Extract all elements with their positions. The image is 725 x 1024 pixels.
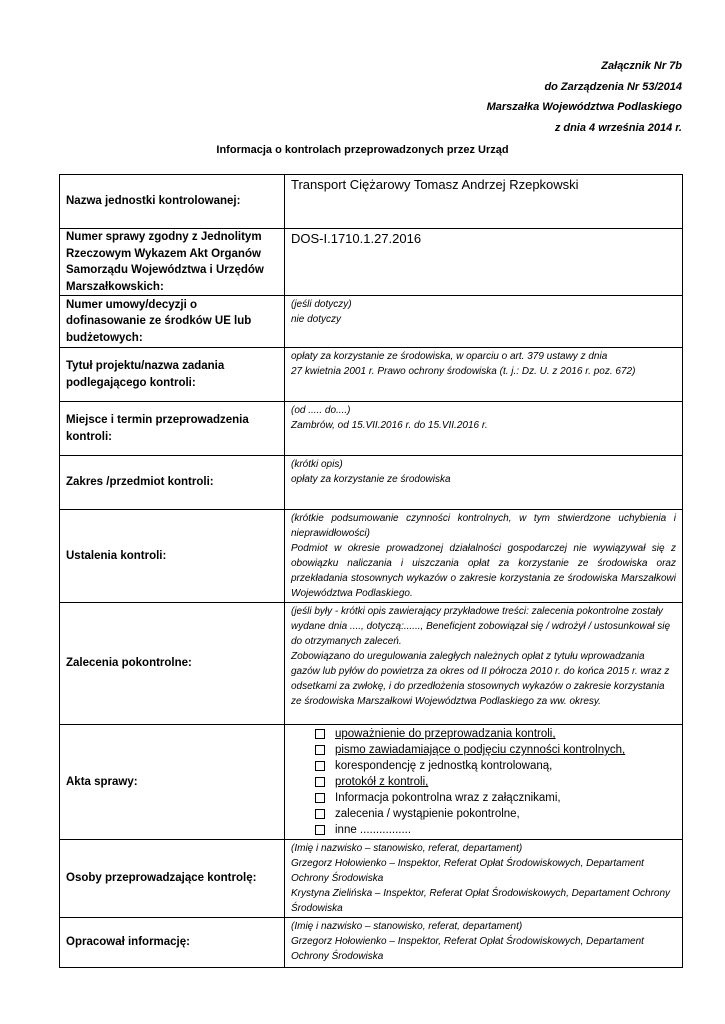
hint-ustalenia: (krótkie podsumowanie czynności kontrolnych, w tym stwierdzone uchybienia i nieprawidłowości)	[291, 513, 676, 539]
label-akta: Akta sprawy:	[60, 725, 285, 840]
value-opracowal-person1: Grzegorz Hołowienko – Inspektor, Referat Opłat Środowiskowych, Departament Ochrony Środowiska	[291, 936, 644, 962]
akta-item-label: protokół z kontroli,	[335, 776, 429, 788]
value-umowa-cell	[285, 296, 683, 348]
value-umowa: nie dotyczy	[291, 314, 342, 325]
akta-item-label: inne ................	[335, 824, 412, 836]
value-ustalenia-cell	[285, 510, 683, 603]
hint-osoby: (Imię i nazwisko – stanowisko, referat, departament)	[291, 843, 523, 854]
label-jednostka: Nazwa jednostki kontrolowanej:	[60, 175, 285, 229]
value-tytul-line2: 27 kwietnia 2001 r. Prawo ochrony środowiska (t. j.: Dz. U. z 2016 r. poz. 672)	[291, 366, 636, 377]
akta-item-label: Informacja pokontrolna wraz z załącznikami,	[335, 792, 561, 804]
hint-umowa: (jeśli dotyczy)	[291, 299, 352, 310]
value-tytul-cell	[285, 348, 683, 402]
value-osoby-cell	[285, 840, 683, 918]
row-zalecenia	[60, 603, 683, 725]
akta-item	[315, 806, 676, 822]
label-zakres: Zakres /przedmiot kontroli:	[60, 456, 285, 510]
row-umowa	[60, 296, 683, 348]
value-zalecenia-cell	[285, 603, 683, 725]
checkbox-icon[interactable]	[315, 761, 325, 771]
checkbox-icon[interactable]	[315, 729, 325, 739]
label-numer-sprawy: Numer sprawy zgodny z Jednolitym Rzeczowym Wykazem Akt Organów Samorządu Województwa i Urzędów Marszałkowskich:	[60, 229, 285, 296]
row-ustalenia	[60, 510, 683, 603]
row-tytul	[60, 348, 683, 402]
value-zakres: opłaty za korzystanie ze środowiska	[291, 474, 451, 485]
value-opracowal-cell	[285, 918, 683, 968]
row-zakres	[60, 456, 683, 510]
checkbox-icon[interactable]	[315, 777, 325, 787]
value-zalecenia: Zobowiązano do uregulowania zaległych należnych opłat z tytułu wprowadzania gazów lub pyłów do powietrza za okres od II półrocza 2010 r. do końca 2015 r. wraz z odsetkami za zwłokę, i do przedłożenia stosownych wykazów o zakresie korzystania ze środowiska Marszałkowi Województwa Podlaskiego za ww. okresy.	[291, 651, 670, 707]
akta-item-label: zalecenia / wystąpienie pokontrolne,	[335, 808, 520, 820]
value-miejsce: Zambrów, od 15.VII.2016 r. do 15.VII.2016 r.	[291, 420, 488, 431]
label-miejsce: Miejsce i termin przeprowadzenia kontroli:	[60, 402, 285, 456]
value-zakres-cell	[285, 456, 683, 510]
akta-item-label: korespondencję z jednostką kontrolowaną,	[335, 760, 553, 772]
value-jednostka: Transport Ciężarowy Tomasz Andrzej Rzepkowski	[291, 177, 579, 192]
value-akta-cell	[285, 725, 683, 840]
inspection-info-table	[59, 174, 683, 968]
row-jednostka	[60, 175, 683, 229]
akta-item	[315, 790, 676, 806]
label-ustalenia: Ustalenia kontroli:	[60, 510, 285, 603]
value-osoby-person2: Krystyna Zielińska – Inspektor, Referat Opłat Środowiskowych, Departament Ochrony Środowiska	[291, 888, 671, 914]
value-ustalenia: Podmiot w okresie prowadzonej działalności gospodarczej nie wywiązywał się z obowiązku naliczania i uiszczania opłat za korzystanie ze środowiska oraz przekładania stosownych wykazów o zakresie korzystania ze środowiska Marszałkowi Województwa Podlaskiego.	[291, 543, 676, 599]
label-opracowal: Opracował informację:	[60, 918, 285, 968]
akta-item-label: pismo zawiadamiające o podjęciu czynności kontrolnych,	[335, 744, 626, 756]
row-osoby	[60, 840, 683, 918]
label-tytul: Tytuł projektu/nazwa zadania podlegającego kontroli:	[60, 348, 285, 402]
akta-item	[315, 822, 676, 838]
value-osoby-person1: Grzegorz Hołowienko – Inspektor, Referat Opłat Środowiskowych, Departament Ochrony Środowiska	[291, 858, 644, 884]
header-line-1: Załącznik Nr 7b	[601, 60, 682, 72]
row-akta	[60, 725, 683, 840]
checkbox-icon[interactable]	[315, 745, 325, 755]
akta-item-label: upoważnienie do przeprowadzania kontroli,	[335, 728, 556, 740]
attachment-header	[487, 56, 682, 138]
akta-item	[315, 774, 676, 790]
row-numer-sprawy	[60, 229, 683, 296]
value-numer-sprawy: DOS-I.1710.1.27.2016	[291, 231, 422, 246]
checkbox-icon[interactable]	[315, 793, 325, 803]
value-numer-sprawy-cell	[285, 229, 683, 296]
value-miejsce-cell	[285, 402, 683, 456]
checkbox-icon[interactable]	[315, 809, 325, 819]
row-miejsce	[60, 402, 683, 456]
akta-item	[315, 758, 676, 774]
value-jednostka-cell	[285, 175, 683, 229]
row-opracowal	[60, 918, 683, 968]
hint-opracowal: (Imię i nazwisko – stanowisko, referat, departament)	[291, 921, 523, 932]
document-title: Informacja o kontrolach przeprowadzonych przez Urząd	[216, 144, 509, 156]
header-line-4: z dnia 4 września 2014 r.	[554, 121, 682, 134]
label-osoby: Osoby przeprowadzające kontrolę:	[60, 840, 285, 918]
label-zalecenia: Zalecenia pokontrolne:	[60, 603, 285, 725]
header-line-3: Marszałka Województwa Podlaskiego	[486, 101, 682, 113]
label-umowa: Numer umowy/decyzji o dofinasowanie ze środków UE lub budżetowych:	[60, 296, 285, 348]
value-tytul-line1: opłaty za korzystanie ze środowiska, w oparciu o art. 379 ustawy z dnia	[291, 351, 608, 362]
hint-zalecenia: (jeśli były - krótki opis zawierający przykładowe treści: zalecenia pokontrolne zostały wydane dnia ...., dotyczą:......, Beneficjent zobowiązał się / wdrożył / ustosunkował się do otrzymanych zaleceń.	[291, 606, 671, 647]
akta-item	[315, 742, 676, 758]
hint-miejsce: (od ..... do....)	[291, 405, 351, 416]
header-line-2: do Zarządzenia Nr 53/2014	[544, 80, 682, 93]
hint-zakres: (krótki opis)	[291, 459, 343, 470]
akta-checklist	[291, 726, 676, 838]
akta-item	[315, 726, 676, 742]
checkbox-icon[interactable]	[315, 825, 325, 835]
